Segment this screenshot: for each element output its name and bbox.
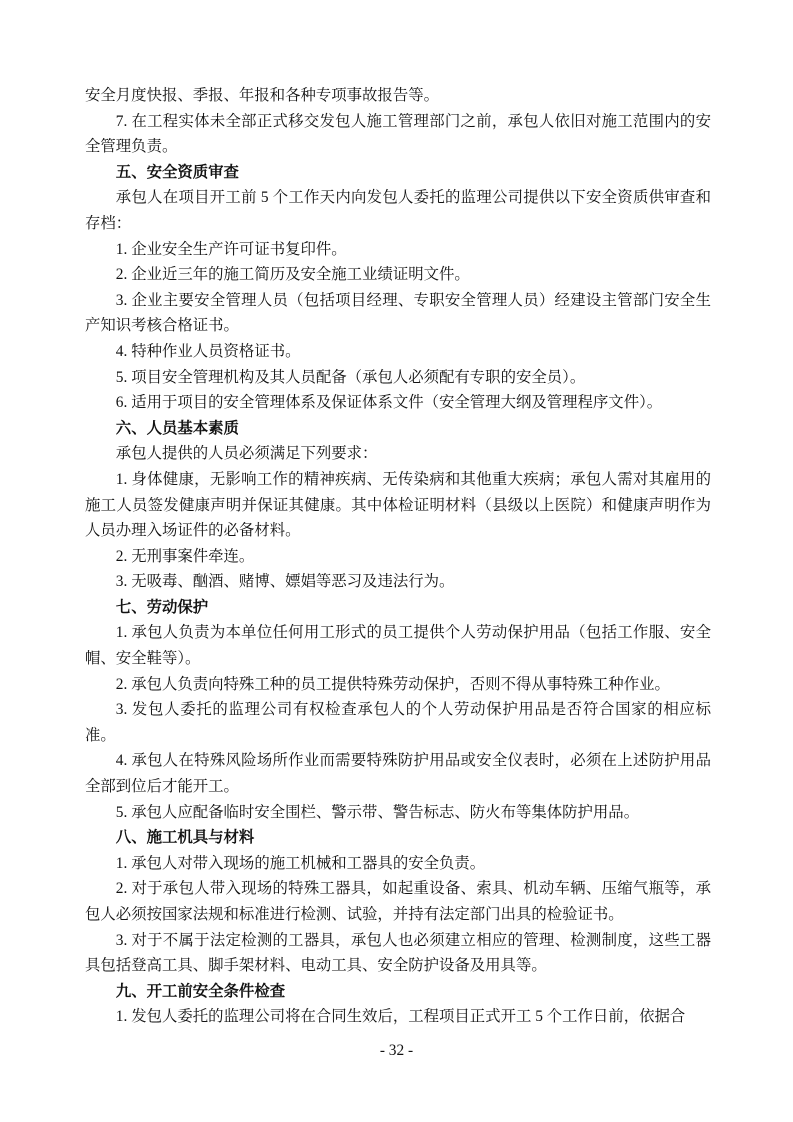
document-content bbox=[85, 83, 711, 1030]
paragraph: 2. 企业近三年的施工简历及安全施工业绩证明文件。 bbox=[115, 266, 470, 284]
section-heading: 七、劳动保护 bbox=[115, 598, 209, 616]
paragraph: 3. 对于不属于法定检测的工器具，承包人也必须建立相应的管理、检测制度，这些工器具包括登高工具、脚手架材料、电动工具、安全防护设备及用具等。 bbox=[85, 931, 711, 975]
paragraph: 承包人在项目开工前 5 个工作天内向发包人委托的监理公司提供以下安全资质供审查和存档： bbox=[85, 189, 711, 232]
paragraph: 承包人提供的人员必须满足下列要求： bbox=[115, 445, 378, 463]
paragraph: 安全月度快报、季报、年报和各种专项事故报告等。 bbox=[85, 87, 439, 104]
page-footer bbox=[0, 1040, 793, 1062]
paragraph: 5. 承包人应配备临时安全围栏、警示带、警告标志、防火布等集体防护用品。 bbox=[115, 803, 640, 821]
paragraph: 1. 承包人对带入现场的施工机械和工器具的安全负责。 bbox=[115, 854, 486, 872]
paragraph: 7. 在工程实体未全部正式移交发包人施工管理部门之前，承包人依旧对施工范围内的安全管理负责。 bbox=[85, 112, 711, 156]
paragraph: 1. 企业安全生产许可证书复印件。 bbox=[115, 240, 347, 258]
section-heading: 五、安全资质审查 bbox=[115, 163, 239, 181]
paragraph: 1. 发包人委托的监理公司将在合同生效后，工程项目正式开工 5 个工作日前，依据合 bbox=[115, 1008, 686, 1026]
section-heading: 六、人员基本素质 bbox=[115, 419, 239, 437]
paragraph: 2. 对于承包人带入现场的特殊工器具，如起重设备、索具、机动车辆、压缩气瓶等，承包人必须按国家法规和标准进行检测、试验，并持有法定部门出具的检验证书。 bbox=[85, 880, 711, 923]
paragraph: 3. 无吸毒、酗酒、赌博、嫖娼等恶习及违法行为。 bbox=[115, 573, 455, 591]
page-number: - 32 - bbox=[379, 1042, 414, 1059]
paragraph: 1. 身体健康，无影响工作的精神疾病、无传染病和其他重大疾病；承包人需对其雇用的施工人员签发健康声明并保证其健康。其中体检证明材料（县级以上医院）和健康声明作为人员办理入场证件的必备材料。 bbox=[85, 470, 711, 540]
paragraph: 2. 承包人负责向特殊工种的员工提供特殊劳动保护，否则不得从事特殊工种作业。 bbox=[115, 675, 670, 693]
paragraph: 4. 承包人在特殊风险场所作业而需要特殊防护用品或安全仪表时，必须在上述防护用品全部到位后才能开工。 bbox=[85, 752, 711, 796]
paragraph: 2. 无刑事案件牵连。 bbox=[115, 547, 255, 565]
paragraph: 1. 承包人负责为本单位任何用工形式的员工提供个人劳动保护用品（包括工作服、安全帽、安全鞋等）。 bbox=[85, 624, 711, 668]
section-heading: 九、开工前安全条件检查 bbox=[115, 982, 286, 1000]
paragraph: 5. 项目安全管理机构及其人员配备（承包人必须配有专职的安全员）。 bbox=[115, 368, 586, 386]
paragraph: 4. 特种作业人员资格证书。 bbox=[115, 342, 301, 360]
paragraph: 6. 适用于项目的安全管理体系及保证体系文件（安全管理大纲及管理程序文件）。 bbox=[115, 394, 663, 412]
paragraph: 3. 发包人委托的监理公司有权检查承包人的个人劳动保护用品是否符合国家的相应标准。 bbox=[85, 701, 711, 744]
section-heading: 八、施工机具与材料 bbox=[115, 829, 255, 847]
paragraph: 3. 企业主要安全管理人员（包括项目经理、专职安全管理人员）经建设主管部门安全生产知识考核合格证书。 bbox=[85, 291, 711, 335]
